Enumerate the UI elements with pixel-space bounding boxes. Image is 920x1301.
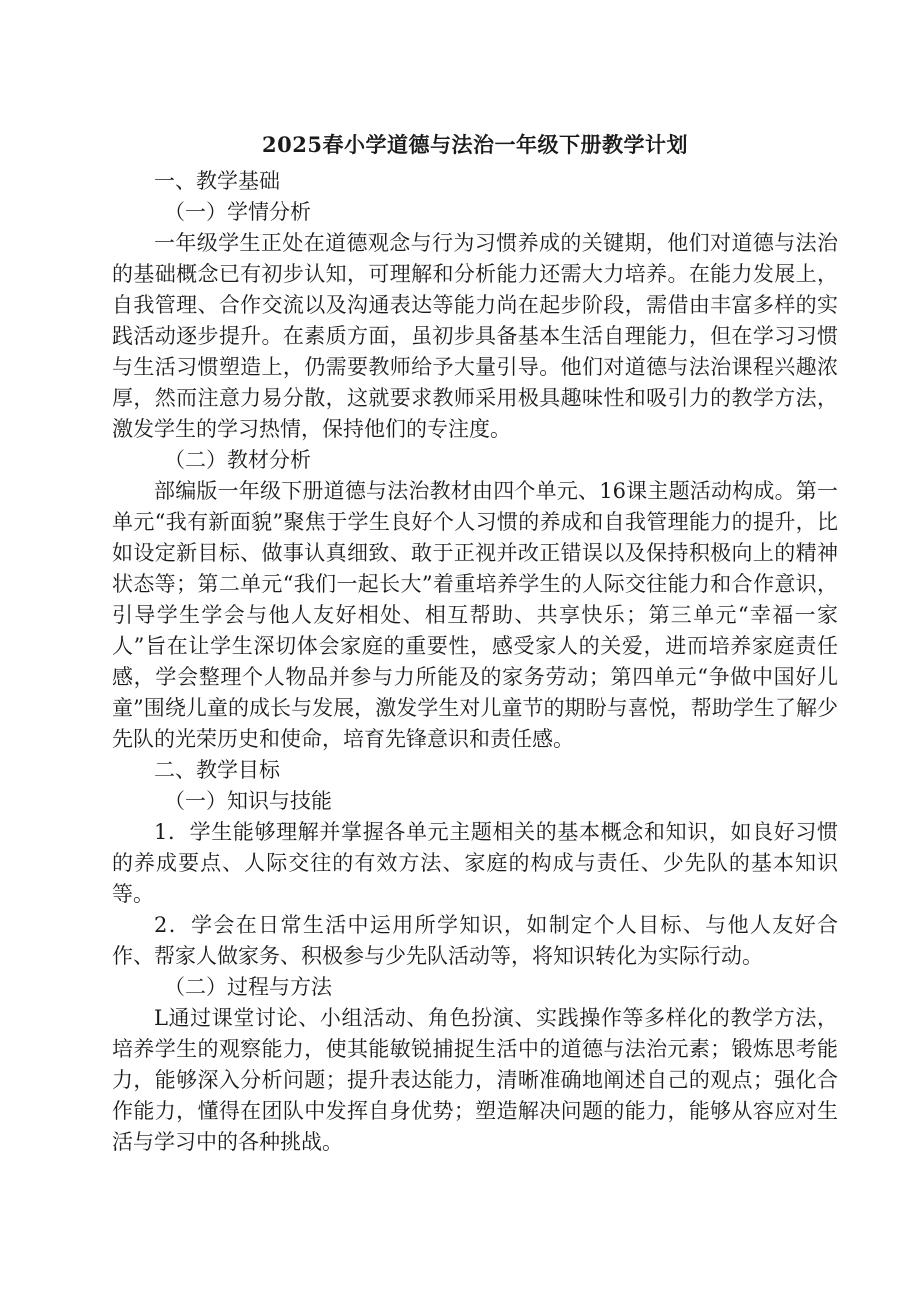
paragraph-textbook-analysis: 部编版一年级下册道德与法治教材由四个单元、16课主题活动构成。第一单元“我有新面貌”聚焦于学生良好个人习惯的养成和自我管理能力的提升，比如设定新目标、做事认真细致、敢于正视并改正错误以及保持积极向上的精神状态等；第二单元“我们一起长大”着重培养学生的人际交往能力和合作意识，引导学生学会与他人友好相处、相互帮助、共享快乐；第三单元“幸福一家人”旨在让学生深切体会家庭的重要性，感受家人的关爱，进而培养家庭责任感，学会整理个人物品并参与力所能及的家务劳动；第四单元“争做中国好儿童”围绕儿童的成长与发展，激发学生对儿童节的期盼与喜悦，帮助学生了解少先队的光荣历史和使命，培育先锋意识和责任感。 — [112, 479, 838, 751]
paragraph-knowledge-skills-1: 1．学生能够理解并掌握各单元主题相关的基本概念和知识，如良好习惯的养成要点、人际交往的有效方法、家庭的构成与责任、少先队的基本知识等。 — [112, 820, 838, 906]
section-heading-teaching-goals: 二、教学目标 — [154, 758, 280, 782]
section-heading-teaching-basis: 一、教学基础 — [154, 169, 280, 193]
subsection-heading-student-analysis: （一）学情分析 — [164, 200, 311, 224]
paragraph-student-analysis: 一年级学生正处在道德观念与行为习惯养成的关键期，他们对道德与法治的基础概念已有初步认知，可理解和分析能力还需大力培养。在能力发展上，自我管理、合作交流以及沟通表达等能力尚在起步阶段，需借由丰富多样的实践活动逐步提升。在素质方面，虽初步具备基本生活自理能力，但在学习习惯与生活习惯塑造上，仍需要教师给予大量引导。他们对道德与法治课程兴趣浓厚，然而注意力易分散，这就要求教师采用极具趣味性和吸引力的教学方法，激发学生的学习热情，保持他们的专注度。 — [112, 231, 838, 441]
document-title: 2025春小学道德与法治一年级下册教学计划 — [262, 132, 688, 157]
subsection-heading-knowledge-skills: （一）知识与技能 — [164, 789, 332, 813]
subsection-heading-textbook-analysis: （二）教材分析 — [164, 448, 311, 472]
paragraph-process-methods: L通过课堂讨论、小组活动、角色扮演、实践操作等多样化的教学方法，培养学生的观察能力，使其能敏锐捕捉生活中的道德与法治元素；锻炼思考能力，能够深入分析问题；提升表达能力，清晰准确地阐述自己的观点；强化合作能力，懂得在团队中发挥自身优势；塑造解决问题的能力，能够从容应对生活与学习中的各种挑战。 — [112, 1006, 838, 1154]
subsection-heading-process-methods: （二）过程与方法 — [164, 975, 332, 999]
document-page — [112, 128, 838, 1158]
paragraph-knowledge-skills-2: 2．学会在日常生活中运用所学知识，如制定个人目标、与他人友好合作、帮家人做家务、积极参与少先队活动等，将知识转化为实际行动。 — [112, 913, 838, 968]
